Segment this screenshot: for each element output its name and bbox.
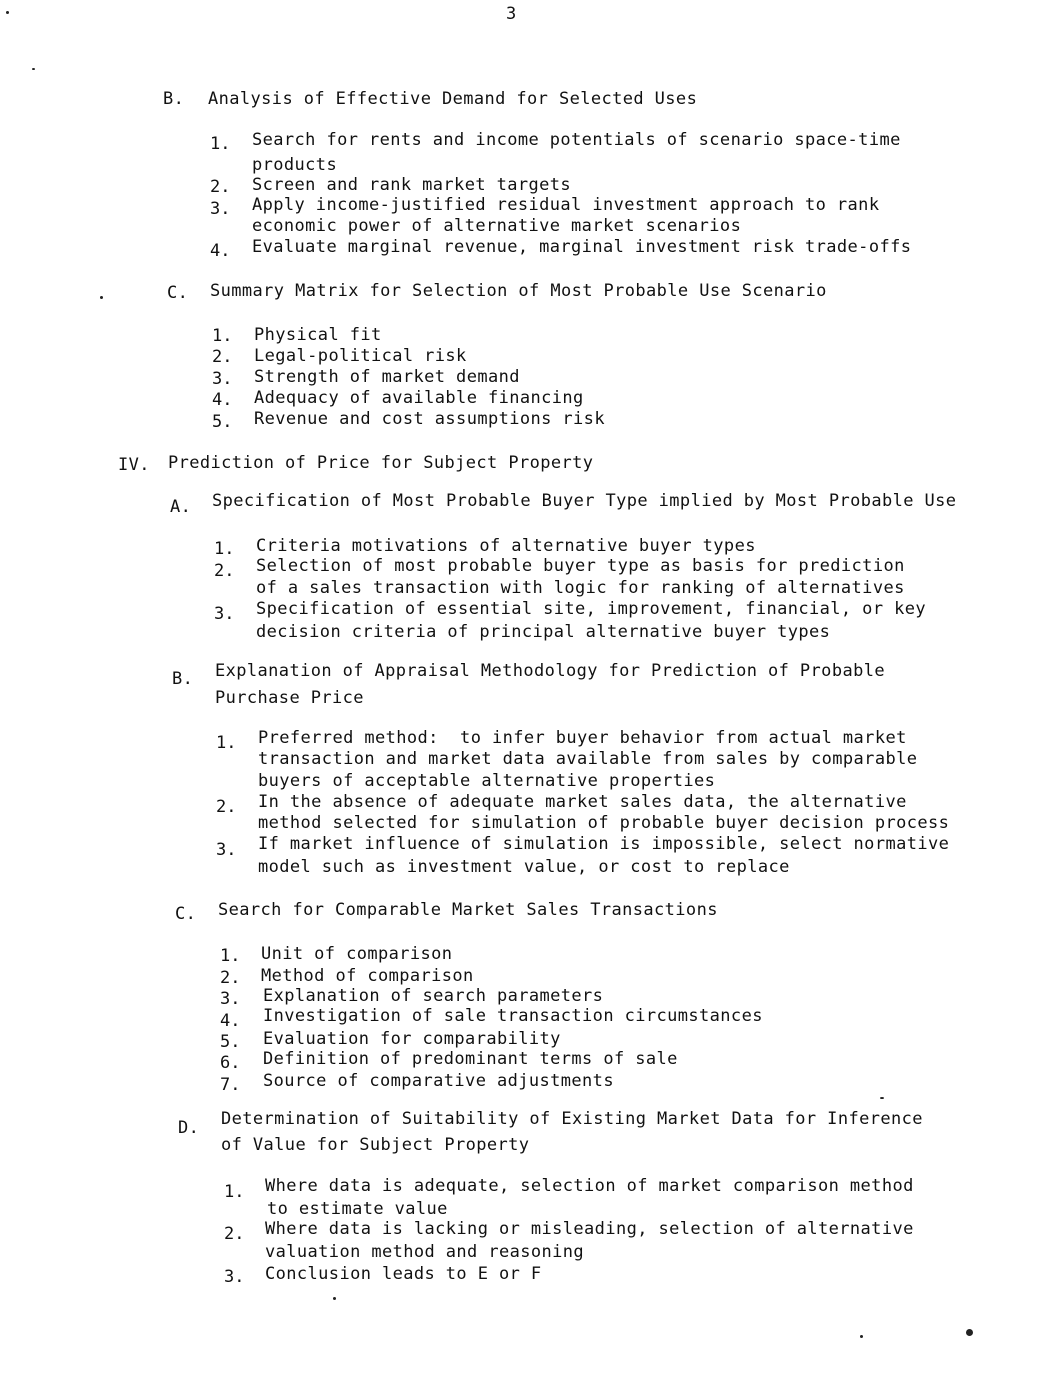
section-iv-c-letter: C. bbox=[175, 904, 197, 924]
section-iv-a-title: Specification of Most Probable Buyer Type implied by Most Probable Use bbox=[212, 491, 957, 511]
section-iv-a-item-3-line-2: decision criteria of principal alternative buyer types bbox=[256, 622, 831, 642]
section-iv-b-item-3-number: 3. bbox=[216, 840, 237, 860]
section-iv-a-item-1-number: 1. bbox=[214, 539, 235, 559]
section-iv-b-item-2-line-2: method selected for simulation of probable buyer decision process bbox=[258, 813, 950, 833]
section-b-title: Analysis of Effective Demand for Selected Uses bbox=[208, 89, 698, 109]
section-b-item-1-number: 1. bbox=[210, 134, 231, 154]
section-c-item-3-line-1: Strength of market demand bbox=[254, 367, 520, 387]
section-b-item-1-line-2: products bbox=[252, 155, 338, 175]
section-iv-c-item-1-line-1: Unit of comparison bbox=[261, 944, 453, 964]
section-iv-c-item-7-line-1: Source of comparative adjustments bbox=[263, 1071, 614, 1091]
section-iv-b-letter: B. bbox=[172, 669, 194, 689]
section-iv-a-item-1-line-1: Criteria motivations of alternative buyer types bbox=[256, 536, 756, 556]
section-iv-c-item-4-number: 4. bbox=[220, 1011, 241, 1031]
section-b-item-3-line-2: economic power of alternative market scenarios bbox=[252, 216, 742, 236]
section-iv-d-title-line-2: of Value for Subject Property bbox=[221, 1135, 530, 1155]
section-iv-d-item-2-line-1: Where data is lacking or misleading, selection of alternative bbox=[265, 1219, 914, 1239]
section-iv-c-item-2-number: 2. bbox=[220, 968, 241, 988]
section-iv-d-title-line-1: Determination of Suitability of Existing Market Data for Inference bbox=[221, 1109, 923, 1129]
section-iv-d-item-3-number: 3. bbox=[224, 1267, 245, 1287]
section-iv-a-letter: A. bbox=[170, 497, 192, 517]
section-b-item-2-number: 2. bbox=[210, 177, 231, 197]
section-iv-b-item-3-line-2: model such as investment value, or cost to replace bbox=[258, 857, 790, 877]
section-iv-a-item-2-line-2: of a sales transaction with logic for ranking of alternatives bbox=[256, 578, 905, 598]
section-iv-b-item-1-line-1: Preferred method: to infer buyer behavior from actual market bbox=[258, 728, 907, 748]
section-iv-b-item-3-line-1: If market influence of simulation is impossible, select normative bbox=[258, 834, 950, 854]
scan-speck bbox=[6, 11, 9, 14]
page-number: 3 bbox=[506, 4, 517, 24]
section-iv-b-item-2-line-1: In the absence of adequate market sales data, the alternative bbox=[258, 792, 907, 812]
section-c-item-5-number: 5. bbox=[212, 412, 233, 432]
section-c-item-3-number: 3. bbox=[212, 369, 233, 389]
section-c-item-4-number: 4. bbox=[212, 390, 233, 410]
section-c-title: Summary Matrix for Selection of Most Probable Use Scenario bbox=[210, 281, 827, 301]
section-iv-d-item-1-line-2: to estimate value bbox=[267, 1199, 448, 1219]
section-b-item-3-line-1: Apply income-justified residual investment approach to rank bbox=[252, 195, 880, 215]
section-b-item-2-line-1: Screen and rank market targets bbox=[252, 175, 572, 195]
section-iv-c-item-1-number: 1. bbox=[220, 946, 241, 966]
section-iv-a-item-3-number: 3. bbox=[214, 604, 235, 624]
section-b-item-1-line-1: Search for rents and income potentials of scenario space-time bbox=[252, 130, 901, 150]
scan-speck bbox=[100, 296, 103, 299]
section-b-item-4-line-1: Evaluate marginal revenue, marginal investment risk trade-offs bbox=[252, 237, 912, 257]
section-iv-a-item-2-line-1: Selection of most probable buyer type as basis for prediction bbox=[256, 556, 905, 576]
section-iv-c-item-6-line-1: Definition of predominant terms of sale bbox=[263, 1049, 678, 1069]
section-iv-c-item-3-number: 3. bbox=[220, 989, 241, 1009]
scan-speck bbox=[32, 68, 35, 70]
section-iv-c-item-7-number: 7. bbox=[220, 1075, 241, 1095]
section-iv-d-item-1-number: 1. bbox=[224, 1182, 245, 1202]
section-c-item-1-number: 1. bbox=[212, 326, 233, 346]
section-iv-b-item-1-number: 1. bbox=[216, 733, 237, 753]
section-iv-b-item-2-number: 2. bbox=[216, 797, 237, 817]
scan-speck bbox=[333, 1297, 336, 1300]
section-iv-d-item-1-line-1: Where data is adequate, selection of market comparison method bbox=[265, 1176, 914, 1196]
section-iv-b-title-line-1: Explanation of Appraisal Methodology for Prediction of Probable bbox=[215, 661, 885, 681]
section-iv-title: Prediction of Price for Subject Property bbox=[168, 453, 594, 473]
section-iv-c-item-4-line-1: Investigation of sale transaction circumstances bbox=[263, 1006, 763, 1026]
section-b-item-4-number: 4. bbox=[210, 241, 231, 261]
section-iv-a-item-3-line-1: Specification of essential site, improvement, financial, or key bbox=[256, 599, 926, 619]
section-c-item-1-line-1: Physical fit bbox=[254, 325, 382, 345]
section-c-item-2-line-1: Legal-political risk bbox=[254, 346, 467, 366]
section-iv-c-item-5-line-1: Evaluation for comparability bbox=[263, 1029, 561, 1049]
section-b-letter: B. bbox=[163, 89, 185, 109]
section-iv-c-title: Search for Comparable Market Sales Transactions bbox=[218, 900, 718, 920]
section-iv-d-item-2-number: 2. bbox=[224, 1224, 245, 1244]
section-iv-c-item-3-line-1: Explanation of search parameters bbox=[263, 986, 604, 1006]
section-c-item-4-line-1: Adequacy of available financing bbox=[254, 388, 584, 408]
section-b-item-3-number: 3. bbox=[210, 199, 231, 219]
section-iv-a-item-2-number: 2. bbox=[214, 561, 235, 581]
section-iv-numeral: IV. bbox=[118, 455, 150, 475]
section-c-item-2-number: 2. bbox=[212, 347, 233, 367]
scan-speck bbox=[860, 1335, 863, 1338]
section-iv-d-letter: D. bbox=[178, 1118, 200, 1138]
scan-speck bbox=[880, 1097, 884, 1099]
scan-speck bbox=[966, 1329, 973, 1336]
section-iv-d-item-2-line-2: valuation method and reasoning bbox=[265, 1242, 585, 1262]
section-iv-c-item-2-line-1: Method of comparison bbox=[261, 966, 474, 986]
section-iv-b-item-1-line-3: buyers of acceptable alternative properties bbox=[258, 771, 716, 791]
section-iv-b-item-1-line-2: transaction and market data available from sales by comparable bbox=[258, 749, 918, 769]
section-iv-d-item-3-line-1: Conclusion leads to E or F bbox=[265, 1264, 542, 1284]
section-iv-c-item-5-number: 5. bbox=[220, 1032, 241, 1052]
section-iv-c-item-6-number: 6. bbox=[220, 1053, 241, 1073]
section-c-item-5-line-1: Revenue and cost assumptions risk bbox=[254, 409, 605, 429]
section-c-letter: C. bbox=[167, 283, 189, 303]
section-iv-b-title-line-2: Purchase Price bbox=[215, 688, 364, 708]
